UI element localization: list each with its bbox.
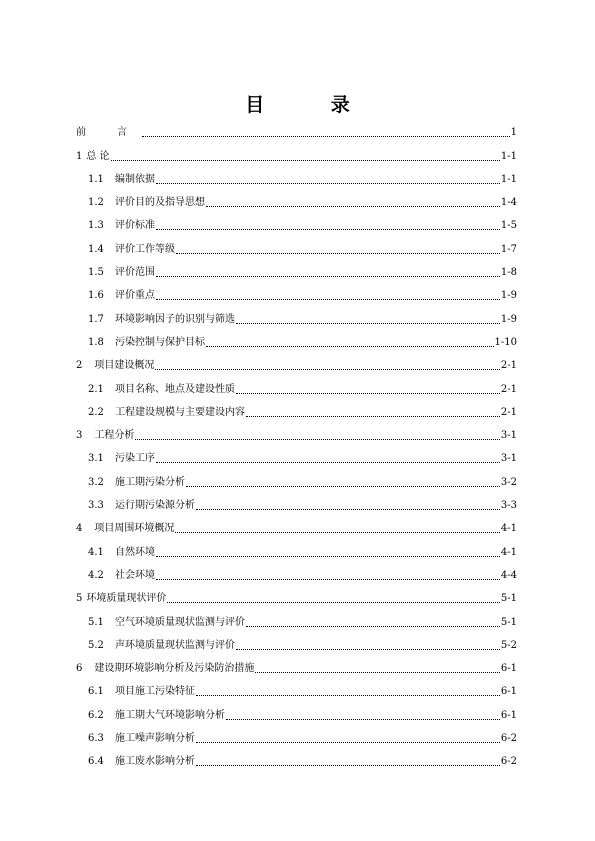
toc-entry[interactable] bbox=[76, 372, 517, 395]
toc-entry-number: 5.1 bbox=[88, 616, 104, 628]
toc-entry-number: 1.1 bbox=[88, 173, 104, 185]
toc-entry[interactable] bbox=[76, 186, 517, 209]
toc-entry-page: 1-8 bbox=[500, 267, 517, 279]
toc-entry[interactable] bbox=[76, 139, 517, 162]
dot-leader bbox=[196, 509, 500, 510]
toc-entry-title: 评价范围 bbox=[115, 267, 155, 279]
toc-entry-page: 3-2 bbox=[500, 476, 517, 488]
toc-entry-page: 1-1 bbox=[500, 173, 517, 185]
dot-leader bbox=[255, 672, 500, 673]
toc-entry-number: 6 bbox=[76, 663, 83, 675]
toc-entry-page: 2-1 bbox=[500, 383, 517, 395]
toc-entry[interactable] bbox=[76, 442, 517, 465]
dot-leader bbox=[196, 765, 500, 766]
toc-entry-number: 6.2 bbox=[88, 709, 104, 721]
toc-entry-page: 3-1 bbox=[500, 430, 517, 442]
dot-leader bbox=[186, 486, 500, 487]
dot-leader bbox=[196, 742, 500, 743]
toc-entry[interactable] bbox=[76, 698, 517, 721]
toc-entry-number: 3.1 bbox=[88, 453, 104, 465]
toc-entry[interactable] bbox=[76, 605, 517, 628]
toc-entry-number: 3 bbox=[76, 430, 83, 442]
dot-leader bbox=[167, 602, 500, 603]
toc-entry-title: 评价标准 bbox=[115, 220, 155, 232]
toc-entry-number: 5 bbox=[76, 593, 83, 605]
dot-leader bbox=[206, 206, 500, 207]
dot-leader bbox=[156, 229, 500, 230]
toc-entry[interactable] bbox=[76, 465, 517, 488]
toc-entry-title: 工程建设规模与主要建设内容 bbox=[115, 406, 245, 418]
toc-entry-number: 2 bbox=[76, 360, 83, 372]
toc-entry-page: 2-1 bbox=[500, 360, 517, 372]
page-title: 目 录 bbox=[245, 94, 380, 116]
toc-entry-page: 5-2 bbox=[500, 639, 517, 651]
toc-entry-page: 6-2 bbox=[500, 733, 517, 745]
dot-leader bbox=[236, 649, 500, 650]
dot-leader bbox=[156, 556, 500, 557]
dot-leader bbox=[156, 579, 500, 580]
toc-entry[interactable] bbox=[76, 582, 517, 605]
toc-entry[interactable] bbox=[76, 489, 517, 512]
toc-entry-number: 1.2 bbox=[88, 197, 104, 209]
dot-leader bbox=[246, 416, 500, 417]
toc-entry-title: 项目施工污染特征 bbox=[115, 686, 195, 698]
toc-entry-page: 1-9 bbox=[500, 290, 517, 302]
dot-leader bbox=[196, 695, 500, 696]
toc-entry[interactable] bbox=[76, 652, 517, 675]
dot-leader bbox=[206, 346, 494, 347]
toc-entry-number: 1.6 bbox=[88, 290, 104, 302]
toc-entry-page: 1-4 bbox=[500, 197, 517, 209]
dot-leader bbox=[175, 532, 500, 533]
toc-entry[interactable] bbox=[76, 209, 517, 232]
toc-entry-number: 5.2 bbox=[88, 639, 104, 651]
toc-entry-title: 运行期污染源分析 bbox=[115, 500, 195, 512]
dot-leader bbox=[156, 299, 500, 300]
dot-leader bbox=[156, 183, 500, 184]
toc-entry-title: 项目名称、地点及建设性质 bbox=[115, 383, 235, 395]
toc-entry-page: 4-4 bbox=[500, 569, 517, 581]
toc-entry-page: 6-2 bbox=[500, 756, 517, 768]
toc-entry-number: 3.2 bbox=[88, 476, 104, 488]
table-of-contents bbox=[76, 116, 517, 768]
toc-entry-page: 4-1 bbox=[500, 523, 517, 535]
toc-entry-page: 1 bbox=[510, 127, 517, 139]
toc-entry[interactable] bbox=[76, 629, 517, 652]
toc-entry-page: 1-7 bbox=[500, 243, 517, 255]
toc-entry-title: 环境质量现状评价 bbox=[86, 593, 167, 605]
toc-entry-title: 社会环境 bbox=[115, 569, 155, 581]
dot-leader bbox=[155, 369, 500, 370]
dot-leader bbox=[236, 393, 500, 394]
toc-entry-page: 4-1 bbox=[500, 546, 517, 558]
toc-entry-title: 自然环境 bbox=[115, 546, 155, 558]
toc-entry-title: 项目建设概况 bbox=[94, 360, 155, 372]
toc-entry-number: 2.1 bbox=[88, 383, 104, 395]
toc-entry-page: 5-1 bbox=[500, 593, 517, 605]
dot-leader bbox=[236, 323, 500, 324]
dot-leader bbox=[142, 136, 509, 137]
toc-entry-title: 评价重点 bbox=[115, 290, 155, 302]
toc-entry[interactable] bbox=[76, 745, 517, 768]
toc-entry[interactable] bbox=[76, 512, 517, 535]
toc-entry[interactable] bbox=[76, 559, 517, 582]
toc-entry[interactable] bbox=[76, 349, 517, 372]
toc-entry-page: 2-1 bbox=[500, 406, 517, 418]
dot-leader bbox=[176, 253, 500, 254]
toc-entry-number: 1.5 bbox=[88, 267, 104, 279]
toc-entry-title: 项目周围环境概况 bbox=[94, 523, 175, 535]
toc-entry-number: 6.4 bbox=[88, 756, 104, 768]
toc-entry-title: 施工噪声影响分析 bbox=[115, 733, 195, 745]
dot-leader bbox=[226, 719, 500, 720]
toc-entry-title: 施工期污染分析 bbox=[115, 476, 185, 488]
toc-entry-number: 1.4 bbox=[88, 243, 104, 255]
toc-entry-page: 1-5 bbox=[500, 220, 517, 232]
toc-entry-page: 3-3 bbox=[500, 500, 517, 512]
dot-leader bbox=[246, 626, 500, 627]
toc-entry-page: 5-1 bbox=[500, 616, 517, 628]
toc-entry-number: 4.2 bbox=[88, 569, 104, 581]
toc-entry-title: 声环境质量现状监测与评价 bbox=[115, 639, 235, 651]
toc-entry-title: 评价目的及指导思想 bbox=[115, 197, 205, 209]
toc-entry-title: 建设期环境影响分析及污染防治措施 bbox=[94, 663, 255, 675]
toc-entry-number: 6.1 bbox=[88, 686, 104, 698]
toc-entry[interactable] bbox=[76, 675, 517, 698]
toc-entry-number: 2.2 bbox=[88, 406, 104, 418]
toc-entry-number: 1.8 bbox=[88, 336, 104, 348]
toc-entry[interactable] bbox=[76, 163, 517, 186]
toc-entry-number: 1.7 bbox=[88, 313, 104, 325]
toc-entry-page: 6-1 bbox=[500, 663, 517, 675]
toc-entry-number: 4 bbox=[76, 523, 83, 535]
toc-entry-title: 前 言 bbox=[76, 127, 142, 139]
toc-entry[interactable] bbox=[76, 326, 517, 349]
toc-entry-title: 污染工序 bbox=[115, 453, 155, 465]
dot-leader bbox=[156, 276, 500, 277]
dot-leader bbox=[135, 439, 500, 440]
toc-entry-page: 1-9 bbox=[500, 313, 517, 325]
toc-entry-title: 环境影响因子的识别与筛选 bbox=[115, 313, 235, 325]
dot-leader bbox=[156, 462, 500, 463]
toc-entry[interactable] bbox=[76, 256, 517, 279]
toc-entry-title: 评价工作等级 bbox=[115, 243, 175, 255]
toc-entry-number: 1 bbox=[76, 150, 83, 162]
toc-entry-page: 1-1 bbox=[500, 150, 517, 162]
toc-entry-number: 1.3 bbox=[88, 220, 104, 232]
toc-entry[interactable] bbox=[76, 535, 517, 558]
toc-entry-title: 总 论 bbox=[86, 150, 110, 162]
toc-entry-number: 6.3 bbox=[88, 733, 104, 745]
toc-entry-title: 编制依据 bbox=[115, 173, 155, 185]
toc-entry[interactable] bbox=[76, 116, 517, 139]
toc-entry-title: 施工期大气环境影响分析 bbox=[115, 709, 225, 721]
toc-entry-title: 工程分析 bbox=[94, 430, 135, 442]
toc-entry[interactable] bbox=[76, 722, 517, 745]
toc-entry-page: 1-10 bbox=[494, 336, 517, 348]
toc-entry[interactable] bbox=[76, 232, 517, 255]
toc-entry-title: 施工废水影响分析 bbox=[115, 756, 195, 768]
toc-entry-title: 污染控制与保护目标 bbox=[115, 336, 205, 348]
dot-leader bbox=[111, 160, 500, 161]
toc-entry-number: 4.1 bbox=[88, 546, 104, 558]
toc-entry-page: 3-1 bbox=[500, 453, 517, 465]
toc-entry[interactable] bbox=[76, 279, 517, 302]
toc-entry-number: 3.3 bbox=[88, 500, 104, 512]
toc-entry[interactable] bbox=[76, 396, 517, 419]
toc-entry-title: 空气环境质量现状监测与评价 bbox=[115, 616, 245, 628]
toc-entry-page: 6-1 bbox=[500, 709, 517, 721]
toc-entry[interactable] bbox=[76, 302, 517, 325]
toc-entry[interactable] bbox=[76, 419, 517, 442]
toc-entry-page: 6-1 bbox=[500, 686, 517, 698]
